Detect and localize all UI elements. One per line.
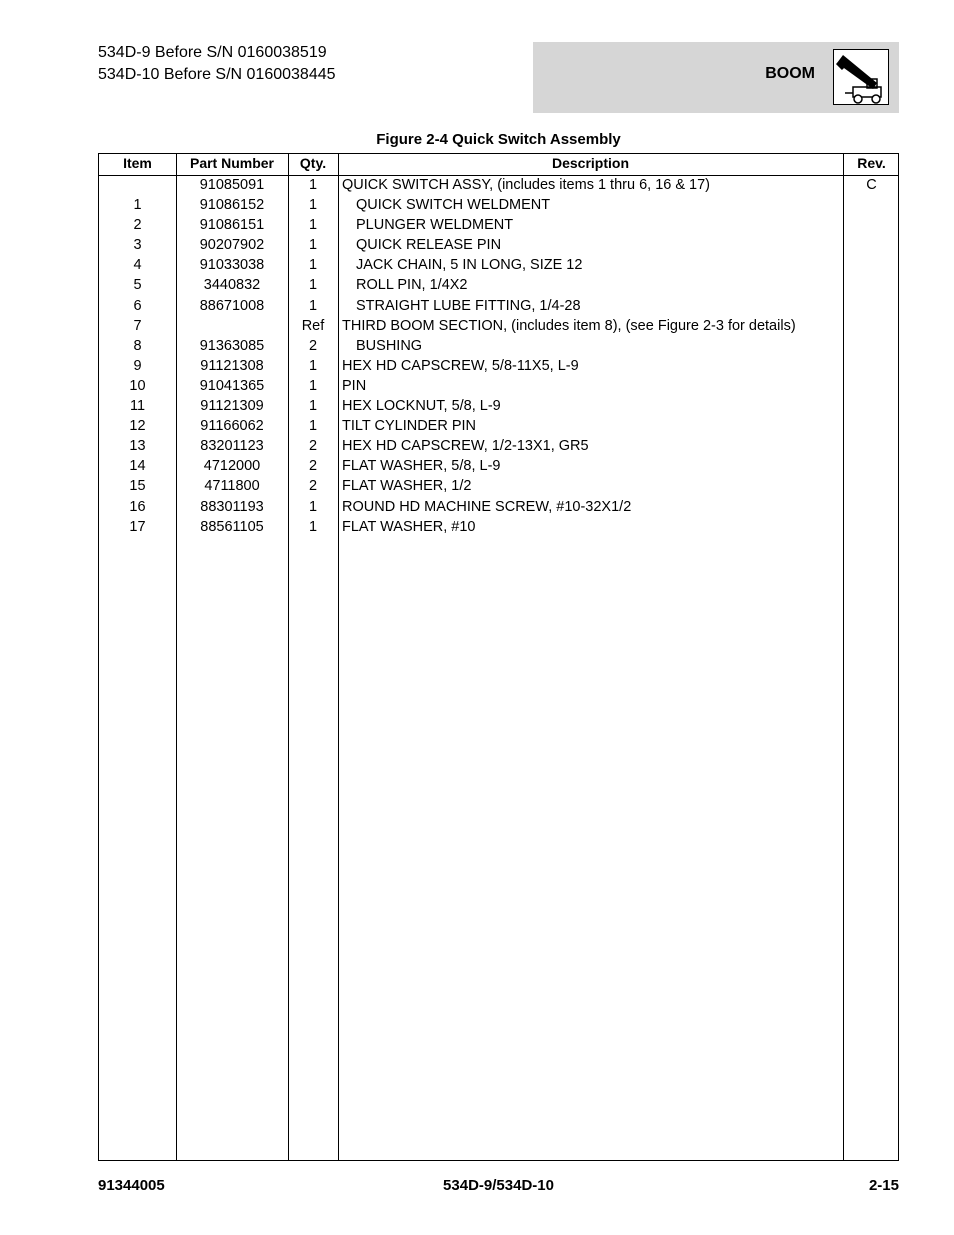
- table-row: [99, 276, 898, 296]
- part-number-cell: 91086151: [199, 217, 265, 234]
- part-number-cell: 90207902: [199, 237, 265, 254]
- figure-title: Figure 2-4 Quick Switch Assembly: [376, 131, 621, 148]
- part-number-cell: 83201123: [200, 438, 264, 455]
- description-cell: PLUNGER WELDMENT: [356, 217, 514, 234]
- description-cell: QUICK RELEASE PIN: [356, 237, 502, 254]
- model-line-1: 534D-9 Before S/N 0160038519: [98, 44, 327, 61]
- footer-page-number: 2-15: [868, 1177, 899, 1194]
- item-cell: 15: [129, 478, 146, 495]
- table-row: [99, 297, 898, 317]
- qty-cell: 1: [308, 518, 318, 535]
- table-row: [99, 377, 898, 397]
- description-cell: THIRD BOOM SECTION, (includes item 8), (see Figure 2-3 for details): [342, 317, 796, 334]
- part-number-cell: 91041365: [199, 377, 265, 394]
- item-cell: 7: [133, 317, 142, 334]
- description-cell: HEX LOCKNUT, 5/8, L-9: [342, 398, 501, 415]
- item-cell: 4: [133, 257, 142, 274]
- qty-cell: 1: [308, 237, 318, 254]
- footer-model: 534D-9/534D-10: [443, 1177, 554, 1194]
- description-cell: PIN: [342, 377, 367, 394]
- header-item: Item: [123, 155, 152, 171]
- table-row: [99, 498, 898, 518]
- part-number-cell: 3440832: [203, 277, 261, 294]
- description-cell: ROUND HD MACHINE SCREW, #10-32X1/2: [342, 498, 632, 515]
- table-row: [99, 357, 898, 377]
- description-cell: TILT CYLINDER PIN: [342, 418, 477, 435]
- qty-cell: 2: [308, 478, 318, 495]
- item-cell: 10: [129, 377, 146, 394]
- part-number-cell: 4711800: [204, 478, 260, 495]
- part-number-cell: 91085091: [199, 177, 265, 193]
- item-cell: 3: [133, 237, 142, 254]
- table-row: [99, 216, 898, 236]
- item-cell: 11: [129, 398, 146, 415]
- part-number-cell: 91121309: [200, 398, 264, 415]
- part-number-cell: 91363085: [199, 337, 265, 354]
- qty-cell: 1: [308, 398, 318, 415]
- rev-cell: C: [866, 177, 877, 193]
- table-row: [99, 417, 898, 437]
- description-cell: QUICK SWITCH WELDMENT: [356, 197, 551, 214]
- model-header: [98, 42, 336, 86]
- qty-cell: Ref: [301, 317, 325, 334]
- item-cell: 17: [129, 518, 146, 535]
- part-number-cell: 4712000: [203, 458, 261, 475]
- qty-cell: 1: [308, 197, 318, 214]
- qty-cell: 2: [308, 458, 318, 475]
- part-number-cell: 88671008: [199, 297, 265, 314]
- item-cell: 13: [129, 438, 146, 455]
- description-cell: FLAT WASHER, 5/8, L-9: [342, 458, 501, 475]
- description-cell: FLAT WASHER, #10: [342, 518, 476, 535]
- part-number-cell: 91086152: [199, 197, 265, 214]
- part-number-cell: 88561105: [200, 518, 264, 535]
- part-number-cell: 91121308: [200, 357, 264, 374]
- item-cell: 8: [133, 337, 142, 354]
- table-row: [99, 397, 898, 417]
- description-cell: HEX HD CAPSCREW, 5/8-11X5, L-9: [342, 357, 579, 374]
- telehandler-boom-icon: [833, 49, 889, 105]
- qty-cell: 2: [308, 438, 318, 455]
- qty-cell: 1: [308, 377, 318, 394]
- header-description: Description: [551, 155, 629, 171]
- header-qty: Qty.: [299, 155, 327, 171]
- description-cell: HEX HD CAPSCREW, 1/2-13X1, GR5: [342, 438, 589, 455]
- section-tab: [533, 42, 899, 113]
- part-number-cell: 91033038: [199, 257, 265, 274]
- qty-cell: 1: [308, 217, 318, 234]
- header-part-number: Part Number: [189, 155, 275, 171]
- model-line-2: 534D-10 Before S/N 0160038445: [98, 66, 336, 83]
- item-cell: 6: [133, 297, 142, 314]
- item-cell: 12: [129, 418, 146, 435]
- table-row: [99, 518, 898, 538]
- description-cell: QUICK SWITCH ASSY, (includes items 1 thru 6, 16 & 17): [342, 177, 711, 193]
- qty-cell: 1: [308, 297, 318, 314]
- table-row: [99, 256, 898, 276]
- description-cell: ROLL PIN, 1/4X2: [356, 277, 468, 294]
- description-cell: BUSHING: [356, 337, 423, 354]
- footer-doc-number: 91344005: [98, 1177, 165, 1194]
- header-rev: Rev.: [857, 155, 886, 171]
- item-cell: 5: [133, 277, 142, 294]
- section-tab-label: BOOM: [765, 65, 815, 82]
- table-row: [99, 437, 898, 457]
- table-row: [99, 196, 898, 216]
- item-cell: 9: [133, 357, 142, 374]
- table-row: [99, 317, 898, 337]
- qty-cell: 1: [308, 418, 318, 435]
- item-cell: 1: [133, 197, 142, 214]
- part-number-cell: 91166062: [200, 418, 264, 435]
- part-number-cell: 88301193: [200, 498, 264, 515]
- item-cell: 2: [133, 217, 142, 234]
- table-row: [99, 477, 898, 497]
- qty-cell: 1: [308, 277, 318, 294]
- description-cell: FLAT WASHER, 1/2: [342, 478, 472, 495]
- item-cell: 16: [129, 498, 146, 515]
- description-cell: JACK CHAIN, 5 IN LONG, SIZE 12: [356, 257, 583, 274]
- table-header: [99, 154, 898, 176]
- qty-cell: 1: [308, 257, 318, 274]
- table-row: [99, 457, 898, 477]
- table-row: [99, 337, 898, 357]
- table-row: [99, 236, 898, 256]
- table-row: [99, 176, 898, 196]
- parts-table: [98, 153, 899, 1161]
- table-body: [99, 176, 898, 538]
- qty-cell: 1: [308, 498, 318, 515]
- qty-cell: 2: [308, 337, 318, 354]
- qty-cell: 1: [308, 177, 318, 193]
- description-cell: STRAIGHT LUBE FITTING, 1/4-28: [356, 297, 581, 314]
- qty-cell: 1: [308, 357, 318, 374]
- item-cell: 14: [129, 458, 146, 475]
